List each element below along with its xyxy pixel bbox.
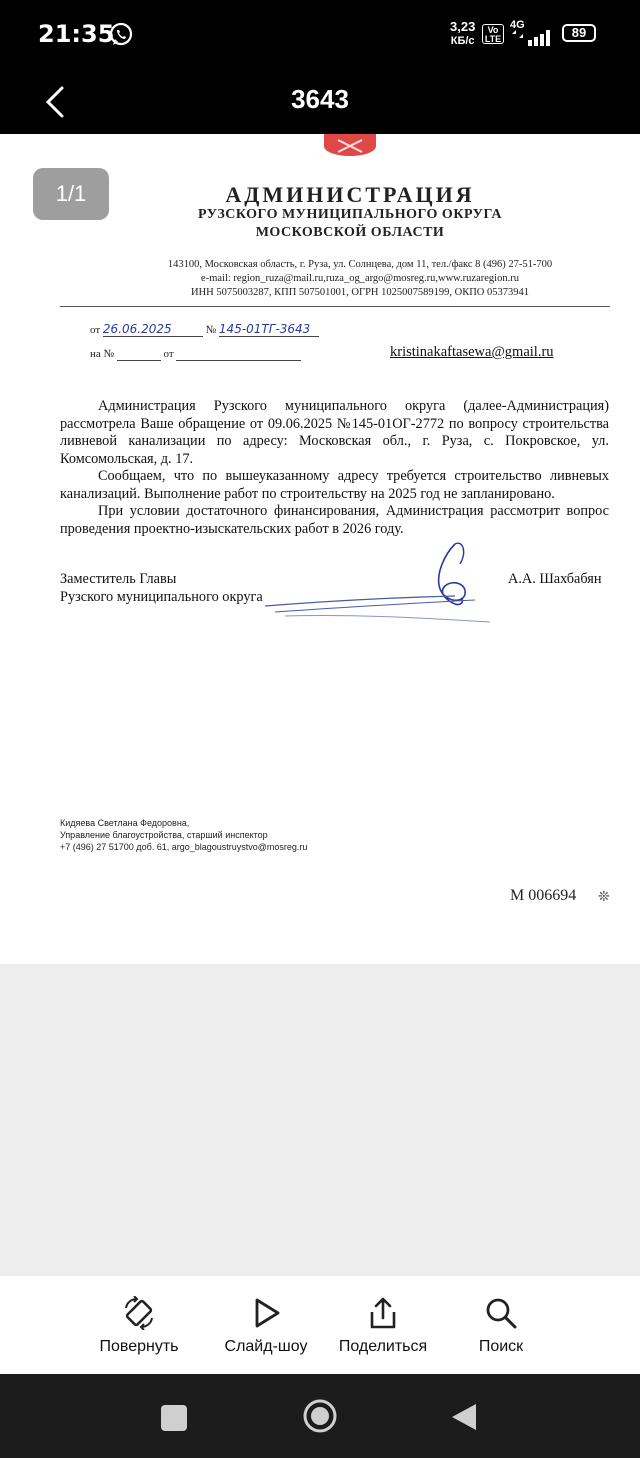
title-bar [0,70,640,134]
letter-body [60,398,609,538]
doc-header-line3: МОСКОВСКОЙ ОБЛАСТИ [255,225,445,240]
ref-number-field [117,348,161,361]
doc-address [140,258,580,300]
ref-date-field [176,348,301,361]
signature [255,534,505,634]
doc-header-title: АДМИНИСТРАЦИЯ [225,182,475,207]
whatsapp-icon [108,22,134,48]
speed-unit: КБ/с [450,35,475,47]
volte-icon [482,24,504,44]
recipient-email: kristinakaftasewa@gmail.ru [390,344,554,360]
na-label: на № [90,348,115,360]
slideshow-button[interactable] [206,1276,326,1374]
doc-header-line2: РУЗСКОГО МУНИЦИПАЛЬНОГО ОКРУГА [198,207,502,222]
paragraph: При условии достаточного финансирования, Администрация рассмотрит вопрос проведения проектно-изыскательских работ в 2026 году. [60,503,609,537]
bottom-toolbar [0,1276,640,1374]
signal-icon [510,30,552,46]
system-nav-bar [0,1374,640,1458]
document-page[interactable] [0,134,640,964]
signer-position: Рузского муниципального округа [60,589,263,605]
number-field [219,322,319,337]
serial-number: М 006694 [510,887,577,904]
signer-name: А.А. Шахбабян [508,571,602,587]
status-bar [0,0,640,70]
battery-icon [562,24,596,42]
rotate-icon [122,1296,156,1330]
executor-name: Кидяева Светлана Федоровна, [60,818,190,828]
address-line: e-mail: region_ruza@mail.ru,ruza_og_argo@mosreg.ru,www.ruzaregion.ru [201,273,519,284]
rotate-button[interactable] [79,1276,199,1374]
play-icon [249,1296,283,1330]
page-indicator: 1/1 [33,168,109,220]
signer-position: Заместитель Главы [60,571,177,587]
network-type: 4G [510,19,525,31]
coat-of-arms-icon [324,134,376,156]
share-label: Поделиться [338,1338,428,1355]
address-line: ИНН 5075003287, КПП 507501001, ОГРН 1025007589199, ОКПО 05373941 [191,287,529,298]
back-triangle-icon[interactable] [450,1402,478,1432]
network-speed [450,20,475,48]
number-label: № [205,324,217,336]
executor-contact: +7 (496) 27 51700 доб. 61, argo_blagoustruystvo@mosreg.ru [60,842,308,852]
registration-line [90,322,319,337]
ot-label-2: от [163,348,174,360]
ot-label: от [90,324,101,336]
serial-mark: ❊ [598,890,610,905]
share-button[interactable] [323,1276,443,1374]
speed-value: 3,23 [450,19,476,34]
paragraph: Администрация Рузского муниципального округа (далее-Администрация) рассмотрела Ваше обращение от 09.06.2025 №145-01ОГ-2772 по вопросу строительства ливневой канализации по адресу: Московская обл., г. Руза, с. Покровское, ул. Комсомольская, д. 17. [60,398,609,467]
search-label: Поиск [478,1338,524,1355]
battery-level: 89 [571,25,587,40]
executor-info [60,817,307,853]
number-handwritten: 145-01ТГ-3643 [218,322,311,336]
volte-bottom: LTE [484,34,502,44]
slideshow-label: Слайд-шоу [224,1338,308,1355]
page-title: 3643 [291,84,349,114]
share-icon [366,1296,400,1330]
date-field [103,322,203,337]
divider [60,306,610,307]
reference-line [90,348,301,361]
paragraph: Сообщаем, что по вышеуказанному адресу требуется строительство ливневых канализаций. Выполнение работ по строительству на 2025 год не запланировано. [60,468,609,502]
recent-apps-icon[interactable] [160,1404,188,1432]
status-time: 21:35 [38,20,115,48]
home-icon[interactable] [302,1398,338,1434]
search-icon [484,1296,518,1330]
volte-top: Vo [487,25,499,35]
date-handwritten: 26.06.2025 [102,322,172,336]
rotate-label: Повернуть [99,1338,179,1355]
address-line: 143100, Московская область, г. Руза, ул. Солнцева, дом 11, тел./факс 8 (496) 27-51-700 [167,259,553,270]
executor-dept: Управление благоустройства, старший инспектор [60,830,268,840]
search-button[interactable] [441,1276,561,1374]
